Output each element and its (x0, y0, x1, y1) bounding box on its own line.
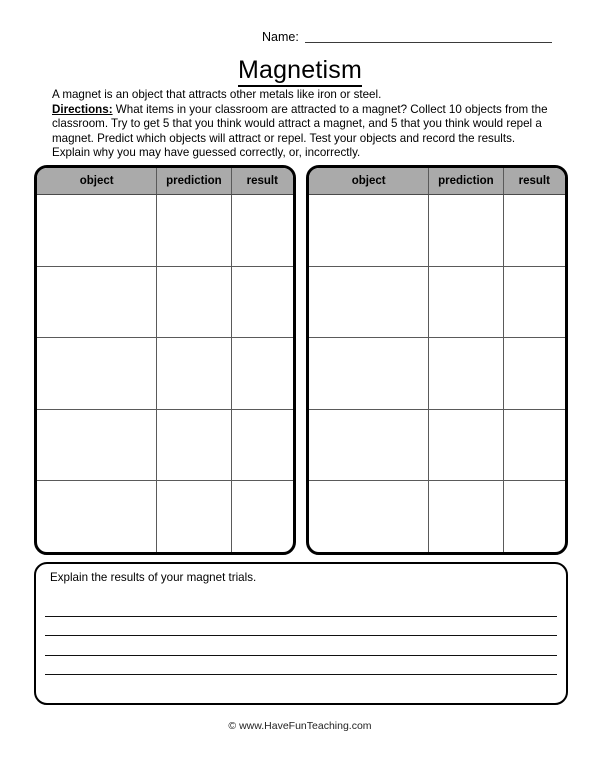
table-row (309, 267, 565, 339)
table-header-row (309, 168, 565, 195)
table-body (37, 195, 293, 552)
cell-object[interactable] (37, 338, 157, 409)
magnet-table-right (306, 165, 568, 555)
column-header-prediction: prediction (157, 168, 231, 194)
cell-result[interactable] (504, 195, 565, 266)
cell-object[interactable] (309, 410, 429, 481)
table-row (37, 267, 293, 339)
cell-prediction[interactable] (429, 267, 503, 338)
column-header-object: object (309, 168, 429, 194)
tables-container (34, 165, 568, 555)
table-row (37, 338, 293, 410)
cell-result[interactable] (504, 267, 565, 338)
cell-object[interactable] (309, 267, 429, 338)
table-body (309, 195, 565, 552)
cell-prediction[interactable] (429, 481, 503, 552)
name-write-line[interactable] (305, 42, 552, 43)
cell-object[interactable] (309, 481, 429, 552)
page-title (0, 55, 600, 85)
name-label: Name: (262, 30, 299, 44)
column-header-prediction: prediction (429, 168, 503, 194)
cell-object[interactable] (37, 267, 157, 338)
page-title-text: Magnetism (238, 56, 362, 87)
cell-object[interactable] (309, 195, 429, 266)
column-header-object: object (37, 168, 157, 194)
table-row (37, 481, 293, 552)
explanation-box[interactable] (34, 562, 568, 705)
write-line[interactable] (45, 636, 557, 655)
directions-block (52, 88, 552, 161)
table-row (309, 195, 565, 267)
cell-object[interactable] (37, 195, 157, 266)
cell-prediction[interactable] (157, 410, 231, 481)
cell-prediction[interactable] (429, 195, 503, 266)
table-row (309, 410, 565, 482)
cell-result[interactable] (504, 481, 565, 552)
table-row (37, 410, 293, 482)
cell-prediction[interactable] (429, 410, 503, 481)
cell-prediction[interactable] (429, 338, 503, 409)
cell-result[interactable] (232, 267, 293, 338)
footer-copyright: © www.HaveFunTeaching.com (228, 720, 372, 732)
intro-sentence: A magnet is an object that attracts other metals like iron or steel. (52, 88, 382, 101)
cell-result[interactable] (504, 410, 565, 481)
cell-prediction[interactable] (157, 195, 231, 266)
explanation-prompt: Explain the results of your magnet trials. (50, 571, 257, 584)
table-row (309, 481, 565, 552)
cell-object[interactable] (37, 481, 157, 552)
table-header-row (37, 168, 293, 195)
write-line[interactable] (45, 675, 557, 693)
cell-result[interactable] (232, 338, 293, 409)
cell-prediction[interactable] (157, 338, 231, 409)
column-header-result: result (518, 175, 550, 187)
cell-object[interactable] (309, 338, 429, 409)
directions-body: What items in your classroom are attracted to a magnet? Collect 10 objects from the classroom. Try to get 5 that you think would attract a magnet, and 5 that you think would repel a magnet. Predict which objects will attract or repel. Test your objects and record the results. Explain why you may have guessed correctly, or, incorrectly. (52, 102, 548, 160)
cell-result[interactable] (504, 338, 565, 409)
write-line[interactable] (45, 656, 557, 675)
write-line[interactable] (45, 598, 557, 617)
directions-paragraph (52, 103, 552, 161)
name-field (262, 30, 552, 45)
magnet-table-left (34, 165, 296, 555)
table-row (309, 338, 565, 410)
cell-object[interactable] (37, 410, 157, 481)
explanation-write-lines (45, 598, 557, 693)
table-row (37, 195, 293, 267)
directions-label: Directions: (52, 102, 113, 116)
column-header-result: result (246, 175, 278, 187)
cell-result[interactable] (232, 410, 293, 481)
write-line[interactable] (45, 617, 557, 636)
cell-prediction[interactable] (157, 267, 231, 338)
cell-result[interactable] (232, 481, 293, 552)
cell-result[interactable] (232, 195, 293, 266)
cell-prediction[interactable] (157, 481, 231, 552)
